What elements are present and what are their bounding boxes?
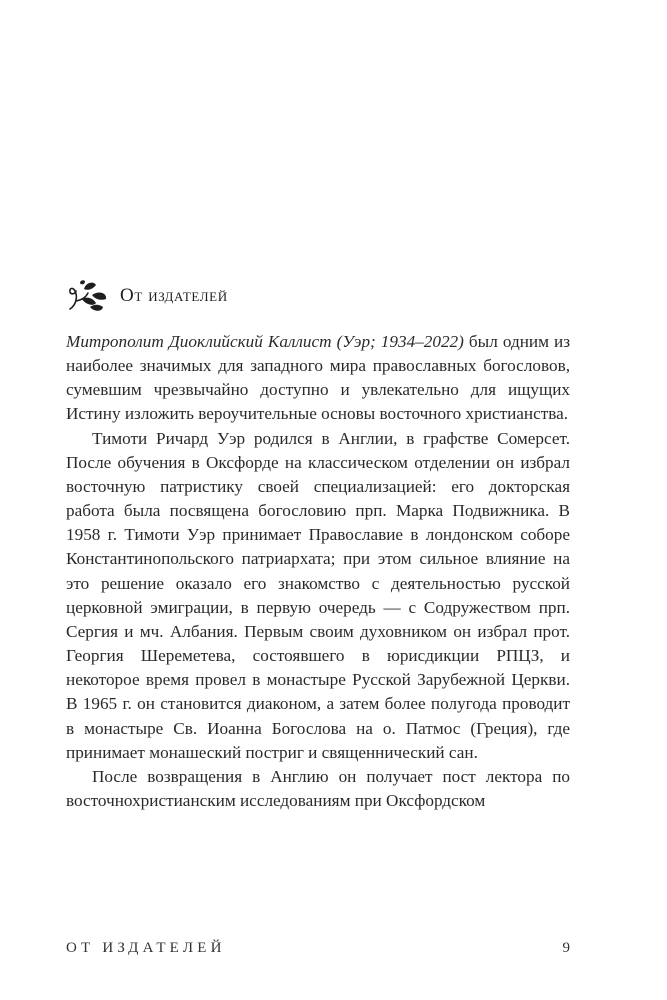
- running-head: ОТ ИЗДАТЕЛЕЙ: [66, 940, 226, 956]
- page-number: 9: [562, 940, 570, 956]
- floral-ornament-icon: [66, 279, 110, 313]
- paragraph-2: Тимоти Ричард Уэр родился в Англии, в графстве Сомерсет. После обучения в Оксфорде на классическом отделении он избрал восточную патристику своей специализацией: его докторская работа была посвящена богословию прп. Марка Подвижника. В 1958 г. Тимоти Уэр принимает Православие в лондонском соборе Константинопольского патриархата; при этом сильное влияние на это решение оказало его знакомство с деятельностью русской церковной эмиграции, в первую очередь — с Содружеством прп. Сергия и мч. Албания. Первым своим духовником он избрал прот. Георгия Шереметева, состоявшего в юрисдикции РПЦЗ, и некоторое время провел в монастыре Русской Зарубежной Церкви. В 1965 г. он становится диаконом, а затем более полугода проводит в монастыре Св. Иоанна Богослова на о. Патмос (Греция), где принимает монашеский постриг и священнический сан.: [66, 428, 570, 762]
- section-heading: [66, 276, 228, 316]
- paragraph-3: После возвращения в Англию он получает пост лектора по восточнохристианским исследованиям при Оксфордском: [66, 766, 570, 810]
- body-text: [66, 330, 570, 813]
- paragraph-1-lead: Митрополит Диоклийский Каллист (Уэр; 1934–2022): [66, 332, 464, 351]
- paragraph-1-rest: был одним из наиболее значимых для западного мира православных богословов, сумевшим чрезвычайно доступно и увлекательно для ищущих Истину изложить вероучительные основы восточного христианства.: [66, 332, 570, 424]
- page-footer: [66, 940, 570, 957]
- section-title: От издателей: [120, 285, 228, 306]
- paragraph-1: [66, 330, 570, 427]
